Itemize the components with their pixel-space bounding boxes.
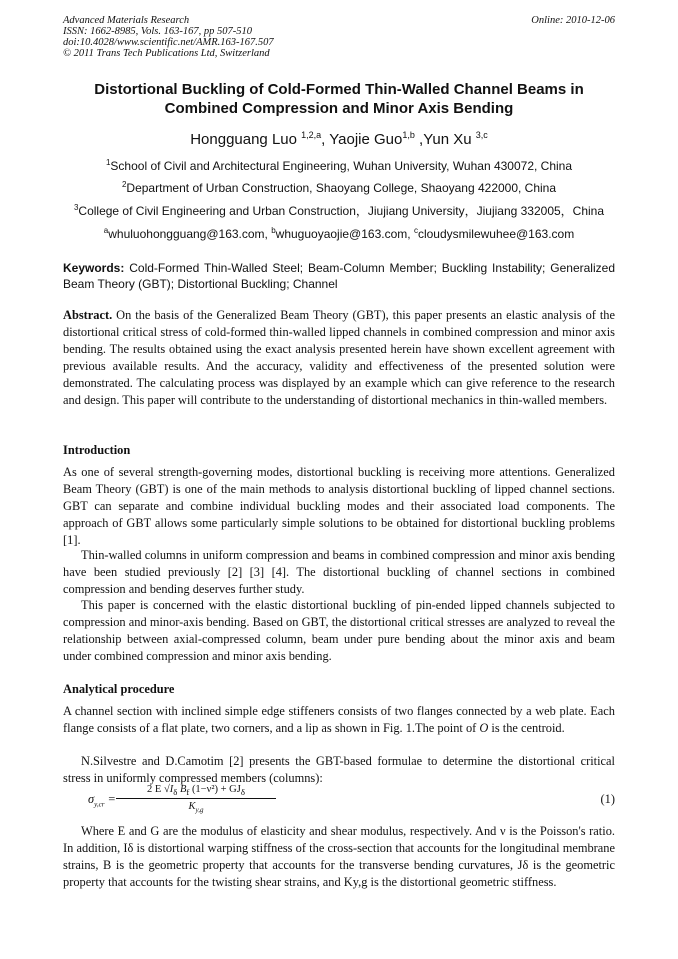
affiliation-text: School of Civil and Architectural Engineering, Wuhan University, Wuhan 430072, China <box>110 159 573 173</box>
email-mark: b <box>271 226 276 235</box>
analytical-paragraph-3: Where E and G are the modulus of elasticity and shear modulus, respectively. And ν is the Poisson's ratio. In addition, Iδ is distortional warping stiffness of the cross-section that accounts for the longitudinal membrane strains, B is the geometric property that accounts for the transverse bending curvatures, Jδ is the geometric property that accounts for the twisting shear strains, and Ky,g is the distortional geometric stiffness. <box>63 824 615 889</box>
keywords <box>63 260 615 292</box>
analytical-paragraph-1 <box>63 703 615 737</box>
email-link[interactable]: whuguoyaojie@163.com, <box>275 227 414 241</box>
journal-name: Advanced Materials Research <box>63 15 190 26</box>
section-heading-introduction: Introduction <box>63 443 131 457</box>
centroid-symbol: O <box>479 721 489 735</box>
author-affiliation-mark: 1,2,a <box>301 130 322 140</box>
abstract-label: Abstract. <box>63 308 113 322</box>
copyright-line: © 2011 Trans Tech Publications Ltd, Switzerland <box>63 48 270 59</box>
intro-paragraph-3: This paper is concerned with the elastic distortional buckling of pin-ended lipped channels subjected to compression and minor-axis bending. Based on GBT, the distortional critical stresses are analyzed to reveal the relationship between axial-compressed column, beam under pure bending about the minor axis and beam under combined compression and minor axis bending. <box>63 598 615 663</box>
paragraph-text: A channel section with inclined simple edge stiffeners consists of two flanges connected by a web plate. Each flange consists of a flat plate, two corners, and a lip as shown in Fig. 1.The point of <box>63 704 615 735</box>
affiliation-mark: 3 <box>73 203 79 212</box>
intro-paragraph-2: Thin-walled columns in uniform compression and beams in combined compression and minor axis bending have been studied previously [2] [3] [4]. The distortional buckling of channel sections in combined compression and bending deserves further study. <box>63 548 615 596</box>
equation-numerator: 2 E $√I_\delta$ $B_f$ $(1-\nu^2) + GJ_\delta$ <box>116 784 276 799</box>
journal-header <box>63 15 274 59</box>
email-list <box>60 226 618 241</box>
affiliation-2 <box>60 180 618 195</box>
keywords-text: Cold-Formed Thin-Walled Steel; Beam-Column Member; Buckling Instability; Generalized Beam Theory (GBT); Distortional Buckling; Channel <box>63 261 615 291</box>
analytical-paragraph-2: N.Silvestre and D.Camotim [2] presents the GBT-based formulae to determine the distortional critical stress in uniformly compressed members (columns): <box>63 754 615 785</box>
author-affiliation-mark: 3,c <box>475 130 488 140</box>
doi-line: doi:10.4028/www.scientific.net/AMR.163-167.507 <box>63 37 274 48</box>
keywords-label: Keywords: <box>63 261 125 275</box>
equation-fraction <box>116 784 276 814</box>
online-date: Online: 2010-12-06 <box>531 15 615 26</box>
abstract-text: On the basis of the Generalized Beam Theory (GBT), this paper presents an elastic analysis of the distortional critical stress of cold-formed thin-walled lipped channels in combined compression and minor axis bending. The results obtained using the exact analysis presented herein have shown excellent agreement with previous available results. And the accuracy, validity and effectiveness of the presented solution were demonstrated. The calculating process was displayed by an example which can give reference to the research and design. This paper will contribute to the understanding of distortional mechanics in thin-walled members. <box>63 308 615 407</box>
affiliation-mark: 2 <box>121 180 127 189</box>
affiliation-1 <box>60 158 618 173</box>
author-name: Hongguang Luo <box>190 131 297 148</box>
author-name: Yaojie Guo <box>329 131 403 148</box>
affiliation-mark: 1 <box>105 158 111 167</box>
issn-line: ISSN: 1662-8985, Vols. 163-167, pp 507-510 <box>63 26 252 37</box>
author-separator: , <box>321 131 330 148</box>
author-separator: , <box>414 131 424 148</box>
equation-number: (1) <box>600 792 615 806</box>
equation-lhs: $\sigma_{y,cr}$ = <box>88 792 116 809</box>
abstract <box>63 307 615 409</box>
author-list <box>63 130 615 148</box>
email-mark: a <box>103 226 109 235</box>
equation-1 <box>88 784 615 824</box>
affiliation-text: Department of Urban Construction, Shaoyang College, Shaoyang 422000, China <box>126 181 557 195</box>
equation-denominator: $K_{y,g}$ <box>188 801 204 815</box>
affiliation-text: College of Civil Engineering and Urban Construction，Jiujiang University，Jiujiang 332005，China <box>78 204 605 218</box>
paragraph-text: is the centroid. <box>488 721 565 735</box>
paper-title: Distortional Buckling of Cold-Formed Thin-Walled Channel Beams in Combined Compression and Minor Axis Bending <box>94 81 584 117</box>
section-heading-analytical: Analytical procedure <box>63 682 175 696</box>
email-link[interactable]: whuluohongguang@163.com, <box>108 227 272 241</box>
intro-paragraph-1: As one of several strength-governing modes, distortional buckling is receiving more attentions. Generalized Beam Theory (GBT) is one of the main methods to analysis distortional buckling of lipped channel sections. GBT can separate and combine individual buckling modes and their associated load components. The approach of GBT allows some particularly simple solutions to be obtained for distortional buckling problems [1]. <box>63 465 615 547</box>
author-affiliation-mark: 1,b <box>402 130 415 140</box>
author-name: Yun Xu <box>423 131 472 148</box>
email-link[interactable]: cloudysmilewuhee@163.com <box>417 227 575 241</box>
email-mark: c <box>413 226 418 235</box>
affiliation-3 <box>60 202 618 219</box>
